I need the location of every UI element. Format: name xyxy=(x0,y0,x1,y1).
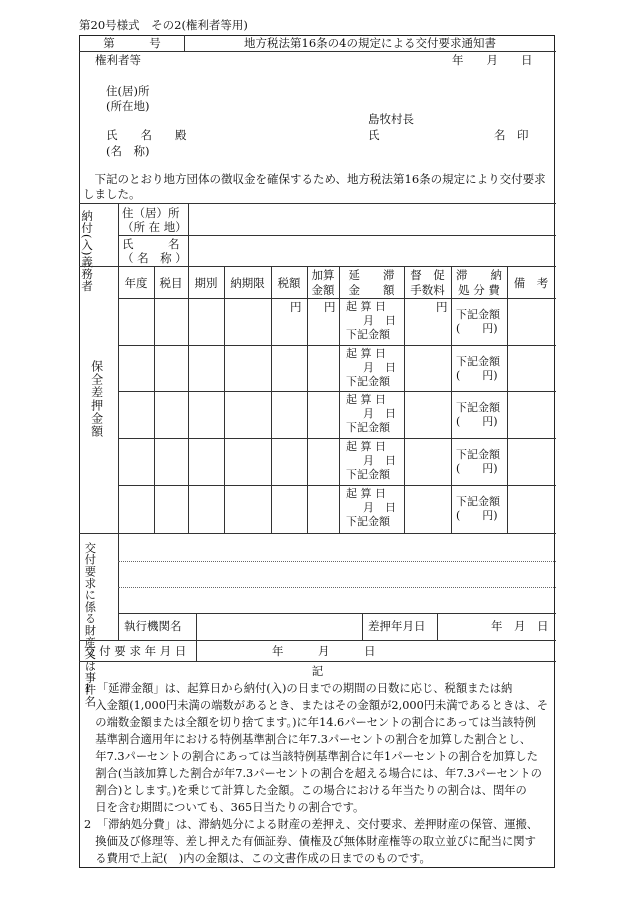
disposal-amount-note: 下記金額 xyxy=(456,355,500,368)
arrears-amount-note: 下記金額 xyxy=(346,421,390,434)
taxpayer-location-label: （所 在 地） xyxy=(122,220,187,234)
disposal-amount-yen: ( 円) xyxy=(456,462,498,475)
arrears-month-day: 月 日 xyxy=(363,501,396,514)
addressee-address-label: 住(居)所 xyxy=(106,84,150,98)
disposal-amount-yen: ( 円) xyxy=(456,369,498,382)
issuer-seal-label: 名 印 xyxy=(494,128,529,142)
disposal-amount-note: 下記金額 xyxy=(456,401,500,414)
exec-agency-label: 執行機関名 xyxy=(124,619,182,633)
seizure-section-label: 保全差押金額 xyxy=(89,360,104,438)
arrears-month-day: 月 日 xyxy=(363,314,396,327)
seizure-date-label: 差押年月日 xyxy=(368,619,426,633)
intro-line-2: しました。 xyxy=(83,187,141,201)
divider xyxy=(224,266,225,533)
taxpayer-address-label: 住（居）所 xyxy=(122,206,180,220)
col-header-remarks: 備 考 xyxy=(513,276,549,290)
arrears-amount-note: 下記金額 xyxy=(346,468,390,481)
arrears-month-day: 月 日 xyxy=(363,407,396,420)
divider xyxy=(118,485,556,486)
divider xyxy=(79,51,556,52)
col-header-reminder-2: 手数料 xyxy=(410,283,445,297)
arrears-start-label: 起 算 日 xyxy=(346,393,386,406)
arrears-start-label: 起 算 日 xyxy=(346,347,386,360)
taxpayer-name-label: 氏 名 xyxy=(122,237,180,251)
col-header-year: 年度 xyxy=(124,276,148,290)
divider xyxy=(79,266,556,267)
divider xyxy=(437,613,438,640)
disposal-amount-note: 下記金額 xyxy=(456,308,500,321)
divider xyxy=(307,266,308,533)
divider xyxy=(404,266,405,533)
col-header-reminder-1: 督 促 xyxy=(410,268,445,282)
note2-line: る費用で上記( )内の金額は、この文書作成の日までのものです。 xyxy=(84,852,431,865)
note2-line: 2 「滞納処分費」は、滞納処分による財産の差押え、交付要求、差押財産の保管、運搬、 xyxy=(84,818,539,831)
yen-unit: 円 xyxy=(290,300,302,314)
arrears-month-day: 月 日 xyxy=(363,454,396,467)
note1-line: 入金額(1,000円未満の端数があるとき、またはその金額が2,000円未満であるときは、そ xyxy=(84,699,549,712)
disposal-amount-yen: ( 円) xyxy=(456,415,498,428)
addressee-location-label: (所在地) xyxy=(106,99,150,113)
col-header-disposal-1: 滞 納 xyxy=(456,268,502,282)
seizure-date-value: 年 月 日 xyxy=(491,619,549,633)
note1-line: 年7.3パーセントの割合にあっては当該特例基準割合に年1パーセントの割合を加算した xyxy=(84,750,538,763)
divider xyxy=(79,533,556,534)
arrears-start-label: 起 算 日 xyxy=(346,300,386,313)
yen-unit: 円 xyxy=(324,300,336,314)
divider xyxy=(79,661,556,662)
arrears-month-day: 月 日 xyxy=(363,361,396,374)
issuer-name-label: 氏 xyxy=(368,128,380,142)
col-header-arrears-1: 延 滞 xyxy=(348,268,395,282)
issuer-title: 島牧村長 xyxy=(368,112,414,126)
divider xyxy=(118,438,556,439)
divider xyxy=(79,640,556,641)
col-header-disposal-2: 処 分 費 xyxy=(458,283,500,297)
form-number: 第20号様式 その2(権利者等用) xyxy=(79,18,248,32)
col-header-due-date: 納期限 xyxy=(230,276,265,290)
note1-line: 日を含む期間についても、365日当たりの割合です。 xyxy=(84,801,365,814)
divider xyxy=(362,613,363,640)
request-date-label: 交 付 要 求 年 月 日 xyxy=(84,644,187,658)
document-title: 地方税法第16条の4の規定による交付要求通知書 xyxy=(244,36,496,50)
disposal-amount-note: 下記金額 xyxy=(456,448,500,461)
divider xyxy=(118,391,556,392)
arrears-start-label: 起 算 日 xyxy=(346,440,386,453)
col-header-addition-1: 加算 xyxy=(311,268,335,282)
divider xyxy=(451,266,452,533)
divider xyxy=(154,266,155,533)
addressee-corp-name-label: (名 称) xyxy=(106,144,150,158)
note2-line: 換価及び修理等、差し押えた有価証券、債権及び無体財産権等の取立並びに配当に関す xyxy=(84,835,536,848)
divider xyxy=(507,266,508,533)
rights-holder-label: 権利者等 xyxy=(95,53,141,67)
col-header-tax-item: 税目 xyxy=(159,276,183,290)
divider xyxy=(196,613,197,640)
col-header-tax-amount: 税額 xyxy=(277,276,301,290)
addressee-name-label: 氏 名 殿 xyxy=(106,128,187,142)
note1-line: 基準割合適用年における特例基準割合に年7.3パーセントの割合を加算した割合とし、 xyxy=(84,733,532,746)
divider xyxy=(118,266,119,533)
note1-line: 割合)とします。)を乗じて計算した金額。この場合における年当たりの割合は、閏年の xyxy=(84,784,527,797)
divider xyxy=(196,640,197,661)
property-section-label: 交付要求に係る財産又は事件名 xyxy=(83,542,97,708)
divider xyxy=(79,203,556,204)
col-header-period: 期別 xyxy=(194,276,218,290)
arrears-amount-note: 下記金額 xyxy=(346,328,390,341)
divider xyxy=(118,235,556,236)
divider xyxy=(118,613,556,614)
divider xyxy=(188,266,189,533)
yen-unit: 円 xyxy=(436,300,448,314)
note1-line: 割合(当該加算した割合が年7.3パーセントの割合を超える場合には、年7.3パーセントの xyxy=(84,767,542,780)
taxpayer-section-label: 納付(入)義務者 xyxy=(80,210,95,292)
disposal-amount-yen: ( 円) xyxy=(456,509,498,522)
document-number: 第 号 xyxy=(103,36,161,50)
taxpayer-corp-name-label: （ 名 称 ） xyxy=(122,251,187,265)
col-header-arrears-2: 金 額 xyxy=(348,283,395,297)
divider xyxy=(118,298,556,299)
notice-date: 年 月 日 xyxy=(452,53,533,67)
dotted-divider xyxy=(118,561,556,562)
divider xyxy=(271,266,272,533)
notes-title: 記 xyxy=(311,664,324,678)
intro-line-1: 下記のとおり地方団体の徴収金を確保するため、地方税法第16条の規定により交付要求 xyxy=(83,172,546,186)
arrears-start-label: 起 算 日 xyxy=(346,487,386,500)
disposal-amount-yen: ( 円) xyxy=(456,322,498,335)
arrears-amount-note: 下記金額 xyxy=(346,375,390,388)
request-date-value: 年 月 日 xyxy=(272,644,376,658)
divider xyxy=(118,345,556,346)
disposal-amount-note: 下記金額 xyxy=(456,495,500,508)
divider xyxy=(339,266,340,533)
dotted-divider xyxy=(118,587,556,588)
arrears-amount-note: 下記金額 xyxy=(346,515,390,528)
note1-line: の端数金額または全額を切り捨てます。)に年14.6パーセントの割合にあっては当該特例 xyxy=(84,716,536,729)
note1-line: 1 「延滞金額」は、起算日から納付(入)の日までの期間の日数に応じ、税額または納 xyxy=(84,682,513,695)
col-header-addition-2: 金額 xyxy=(311,283,335,297)
